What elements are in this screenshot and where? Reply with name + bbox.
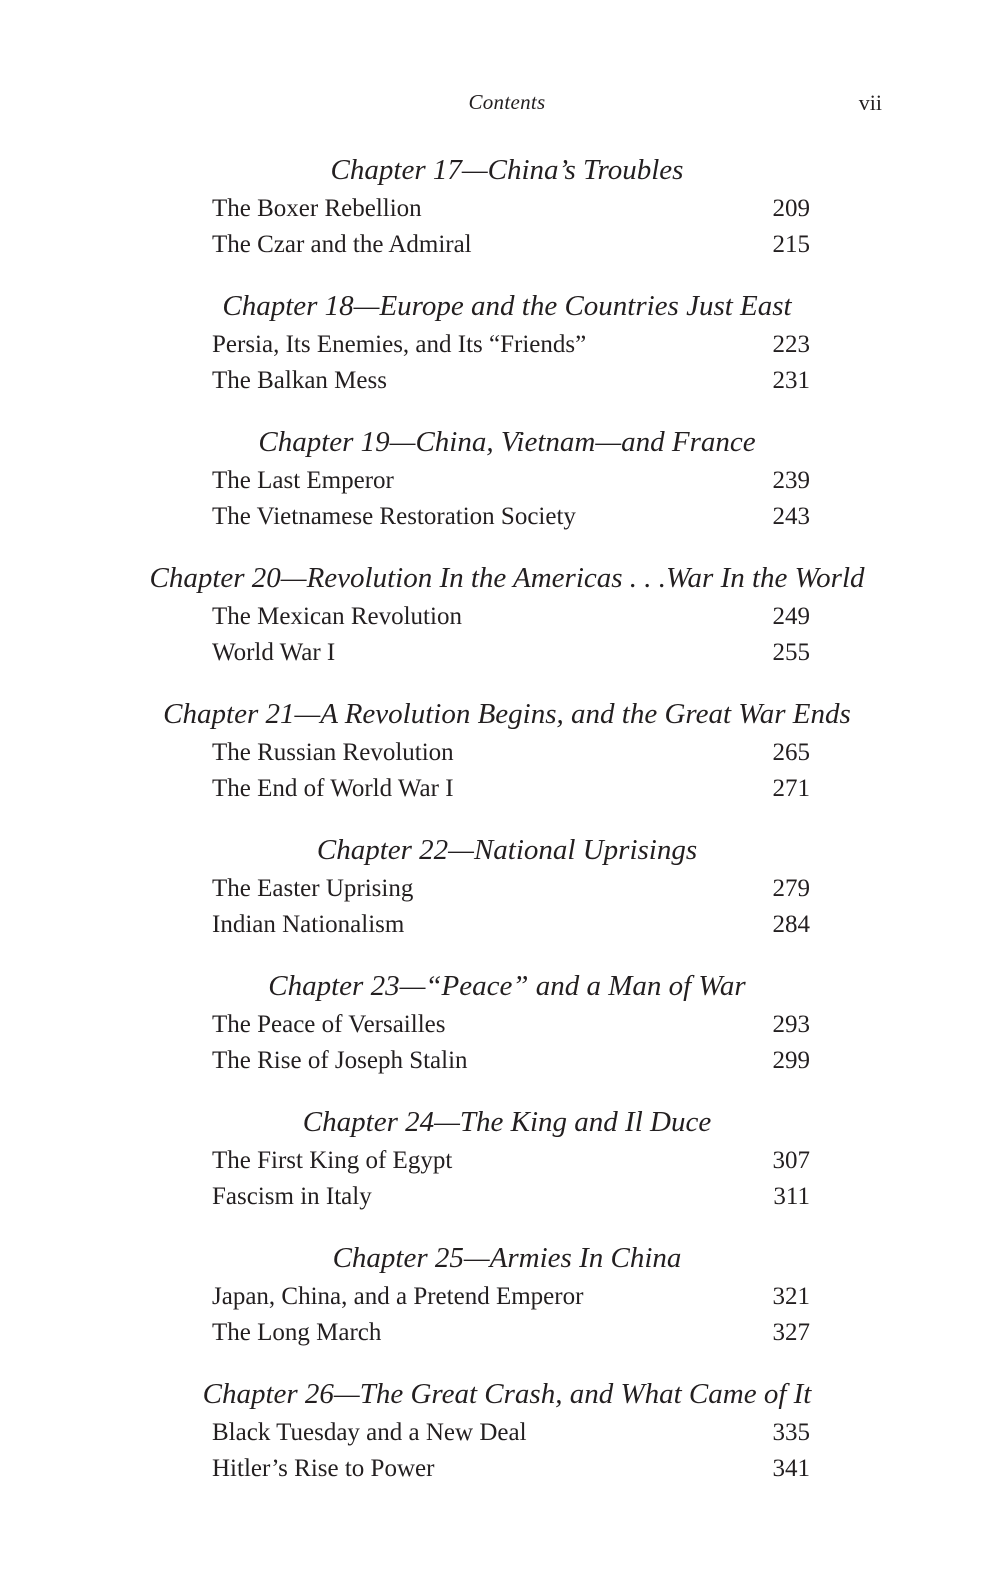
entry-page-number: 341 xyxy=(772,1455,810,1482)
toc-entry[interactable] xyxy=(212,1416,810,1450)
entry-title: The First King of Egypt xyxy=(212,1147,453,1174)
entry-page-number: 307 xyxy=(772,1147,810,1174)
entry-title: Fascism in Italy xyxy=(212,1183,372,1210)
toc-entry[interactable] xyxy=(212,736,810,770)
entry-page-number: 255 xyxy=(772,639,810,666)
entry-title: World War I xyxy=(212,639,336,666)
toc-entry[interactable] xyxy=(212,772,810,806)
entry-page-number: 265 xyxy=(772,739,810,766)
chapter-26 xyxy=(0,1374,1004,1510)
toc-entry[interactable] xyxy=(212,228,810,262)
toc-entry[interactable] xyxy=(212,908,810,942)
chapter-21 xyxy=(0,694,1004,830)
toc-entry[interactable] xyxy=(212,1316,810,1350)
chapter-17 xyxy=(0,150,1004,286)
entry-page-number: 335 xyxy=(772,1419,810,1446)
page-number: vii xyxy=(858,90,882,115)
entry-title: Black Tuesday and a New Deal xyxy=(212,1419,527,1446)
chapter-title: Chapter 23—“Peace” and a Man of War xyxy=(268,970,746,1002)
chapter-22 xyxy=(0,830,1004,966)
entry-page-number: 279 xyxy=(772,875,810,902)
toc-entry[interactable] xyxy=(212,1452,810,1486)
entry-title: The Rise of Joseph Stalin xyxy=(212,1047,468,1074)
chapter-title: Chapter 25—Armies In China xyxy=(332,1242,682,1274)
toc-entry[interactable] xyxy=(212,500,810,534)
toc-entry[interactable] xyxy=(212,1044,810,1078)
chapter-20 xyxy=(0,558,1004,694)
entry-title: The Czar and the Admiral xyxy=(212,231,472,258)
chapter-title: Chapter 24—The King and Il Duce xyxy=(302,1106,712,1138)
entry-page-number: 299 xyxy=(772,1047,810,1074)
table-of-contents xyxy=(0,150,1004,1510)
entry-title: The Easter Uprising xyxy=(212,875,414,902)
toc-entry[interactable] xyxy=(212,464,810,498)
toc-entry[interactable] xyxy=(212,364,810,398)
entry-title: Japan, China, and a Pretend Emperor xyxy=(212,1283,584,1310)
toc-entry[interactable] xyxy=(212,192,810,226)
toc-entry[interactable] xyxy=(212,1144,810,1178)
chapter-title: Chapter 22—National Uprisings xyxy=(316,834,698,866)
entry-title: Hitler’s Rise to Power xyxy=(212,1455,435,1482)
toc-entry[interactable] xyxy=(212,328,810,362)
entry-title: The Last Emperor xyxy=(212,467,394,494)
toc-entry[interactable] xyxy=(212,1008,810,1042)
chapter-title: Chapter 21—A Revolution Begins, and the Great War Ends xyxy=(163,698,851,730)
entry-page-number: 231 xyxy=(772,367,810,394)
entry-title: The Balkan Mess xyxy=(212,367,387,394)
entry-title: The Russian Revolution xyxy=(212,739,454,766)
chapter-title: Chapter 19—China, Vietnam—and France xyxy=(258,426,756,458)
chapter-title: Chapter 17—China’s Troubles xyxy=(330,154,684,186)
entry-page-number: 327 xyxy=(772,1319,810,1346)
entry-page-number: 223 xyxy=(772,331,810,358)
entry-page-number: 293 xyxy=(772,1011,810,1038)
toc-entry[interactable] xyxy=(212,600,810,634)
entry-title: The Boxer Rebellion xyxy=(212,195,422,222)
entry-page-number: 209 xyxy=(772,195,810,222)
chapter-24 xyxy=(0,1102,1004,1238)
chapter-title: Chapter 26—The Great Crash, and What Came of It xyxy=(202,1378,812,1410)
entry-title: The Mexican Revolution xyxy=(212,603,462,630)
entry-page-number: 215 xyxy=(772,231,810,258)
chapter-25 xyxy=(0,1238,1004,1374)
entry-page-number: 321 xyxy=(772,1283,810,1310)
entry-page-number: 311 xyxy=(773,1183,810,1210)
toc-entry[interactable] xyxy=(212,1280,810,1314)
entry-title: Indian Nationalism xyxy=(212,911,405,938)
running-head xyxy=(0,90,1004,118)
toc-entry[interactable] xyxy=(212,872,810,906)
chapter-18 xyxy=(0,286,1004,422)
entry-title: The Peace of Versailles xyxy=(212,1011,446,1038)
entry-title: Persia, Its Enemies, and Its “Friends” xyxy=(212,331,587,358)
entry-page-number: 249 xyxy=(772,603,810,630)
entry-title: The End of World War I xyxy=(212,775,454,802)
entry-page-number: 271 xyxy=(772,775,810,802)
entry-page-number: 284 xyxy=(772,911,810,938)
toc-entry[interactable] xyxy=(212,1180,810,1214)
chapter-23 xyxy=(0,966,1004,1102)
entry-title: The Vietnamese Restoration Society xyxy=(212,503,576,530)
entry-page-number: 243 xyxy=(772,503,810,530)
entry-title: The Long March xyxy=(212,1319,382,1346)
chapter-19 xyxy=(0,422,1004,558)
chapter-title: Chapter 20—Revolution In the Americas . . .War In the World xyxy=(149,562,865,594)
toc-entry[interactable] xyxy=(212,636,810,670)
chapter-title: Chapter 18—Europe and the Countries Just East xyxy=(222,290,792,322)
running-title: Contents xyxy=(468,90,546,114)
entry-page-number: 239 xyxy=(772,467,810,494)
